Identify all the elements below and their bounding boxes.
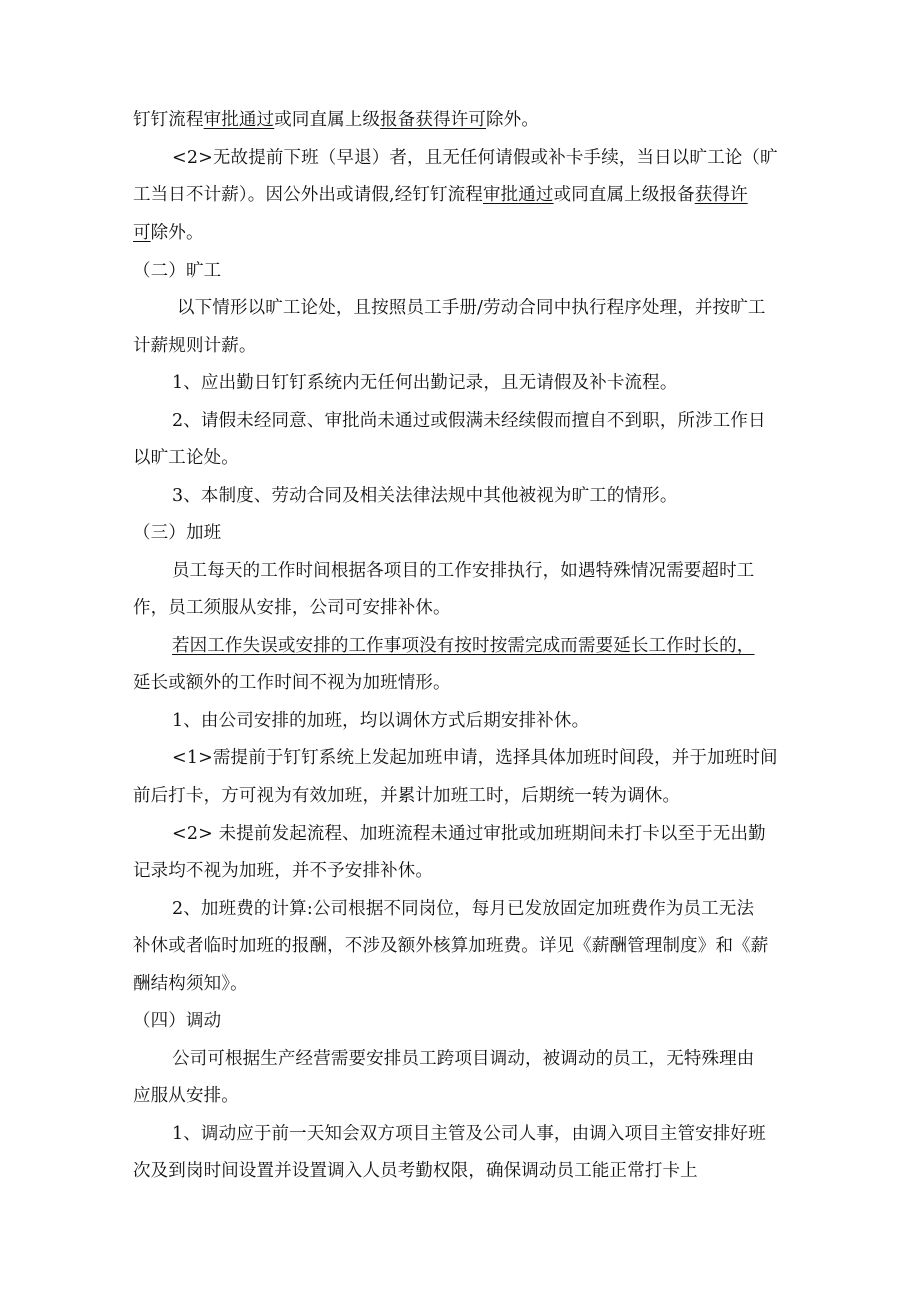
text-run: 除外。 — [150, 223, 204, 243]
text-run: <2> 未提前发起流程、加班流程未通过审批或加班期间未打卡以至于无出勤 — [172, 824, 766, 844]
text-line-12 — [133, 521, 221, 545]
text-run: 工当日不计薪）。因公外出或请假,经钉钉流程 — [133, 185, 483, 205]
underlined-text: 审批通过 — [203, 110, 275, 130]
text-run: 1、应出勤日钉钉系统内无任何出勤记录，且无请假及补卡流程。 — [172, 373, 678, 393]
text-line-26 — [172, 1047, 754, 1071]
text-run: 记录均不视为加班，并不予安排补休。 — [133, 861, 434, 881]
text-line-17 — [172, 709, 589, 733]
text-run: <1>需提前于钉钉系统上发起加班申请，选择具体加班时间段，并于加班时间 — [172, 748, 778, 768]
text-line-18 — [172, 746, 778, 770]
text-line-10 — [133, 446, 239, 470]
text-line-11 — [172, 484, 677, 508]
underlined-text: 获得许 — [694, 185, 748, 205]
text-run: 补休或者临时加班的报酬，不涉及额外核算加班费。详见《薪酬管理制度》和《薪 — [133, 936, 769, 956]
text-run: 2、加班费的计算:公司根据不同岗位，每月已发放固定加班费作为员工无法 — [172, 899, 755, 919]
text-run: 1、由公司安排的加班，均以调休方式后期安排补休。 — [172, 711, 590, 731]
text-line-07 — [133, 334, 257, 358]
underlined-text: 审批通过 — [482, 185, 554, 205]
text-line-20 — [172, 822, 766, 846]
text-run: 2、请假未经同意、审批尚未通过或假满未经续假而擅自不到职，所涉工作日 — [172, 411, 766, 431]
text-line-21 — [133, 859, 433, 883]
text-run: 公司可根据生产经营需要安排员工跨项目调动，被调动的员工，无特殊理由 — [172, 1049, 755, 1069]
text-line-23 — [133, 934, 768, 958]
text-run: 以下情形以旷工论处，且按照员工手册/劳动合同中执行程序处理，并按旷工 — [177, 298, 766, 318]
text-line-19 — [133, 784, 680, 808]
text-line-09 — [172, 409, 766, 433]
text-line-03 — [133, 183, 748, 207]
text-run: 次及到岗时间设置并设置调入人员考勤权限，确保调动员工能正常打卡上 — [133, 1161, 698, 1181]
text-line-22 — [172, 897, 754, 921]
text-run: 计薪规则计薪。 — [133, 336, 257, 356]
text-run: 前后打卡，方可视为有效加班，并累计加班工时，后期统一转为调休。 — [133, 786, 681, 806]
text-run: 延长或额外的工作时间不视为加班情形。 — [133, 673, 451, 693]
text-line-24 — [133, 972, 248, 996]
text-run: （三）加班 — [133, 523, 222, 543]
text-run: 钉钉流程 — [133, 110, 204, 130]
text-line-01 — [133, 108, 539, 132]
text-line-15 — [172, 634, 754, 658]
text-line-06 — [177, 296, 766, 320]
text-run: 3、本制度、劳动合同及相关法律法规中其他被视为旷工的情形。 — [172, 486, 678, 506]
text-line-25 — [133, 1009, 221, 1033]
underlined-text: 若因工作失误或安排的工作事项没有按时按需完成而需要延长工作时长的， — [172, 636, 755, 656]
text-run: 以旷工论处。 — [133, 448, 239, 468]
text-run: 员工每天的工作时间根据各项目的工作安排执行，如遇特殊情况需要超时工 — [172, 561, 755, 581]
text-run: 或同直属上级 — [274, 110, 381, 130]
text-run: （二）旷工 — [133, 261, 222, 281]
text-run: 酬结构须知》。 — [133, 974, 248, 994]
text-run: 1、调动应于前一天知会双方项目主管及公司人事，由调入项目主管安排好班 — [172, 1124, 766, 1144]
text-run: 应服从安排。 — [133, 1086, 239, 1106]
text-run: 或同直属上级报备 — [553, 185, 695, 205]
text-line-27 — [133, 1084, 239, 1108]
text-line-02 — [172, 146, 778, 170]
text-line-05 — [133, 259, 221, 283]
text-line-13 — [172, 559, 754, 583]
text-line-16 — [133, 671, 451, 695]
text-line-14 — [133, 596, 451, 620]
text-run: <2>无故提前下班（早退）者，且无任何请假或补卡手续，当日以旷工论（旷 — [172, 148, 778, 168]
underlined-text: 可 — [133, 223, 151, 243]
text-line-29 — [133, 1159, 698, 1183]
text-line-08 — [172, 371, 677, 395]
text-run: 作，员工须服从安排，公司可安排补休。 — [133, 598, 451, 618]
text-line-04 — [133, 221, 204, 245]
text-line-28 — [172, 1122, 766, 1146]
underlined-text: 报备获得许可 — [380, 110, 487, 130]
text-run: 除外。 — [486, 110, 539, 130]
text-run: （四）调动 — [133, 1011, 222, 1031]
